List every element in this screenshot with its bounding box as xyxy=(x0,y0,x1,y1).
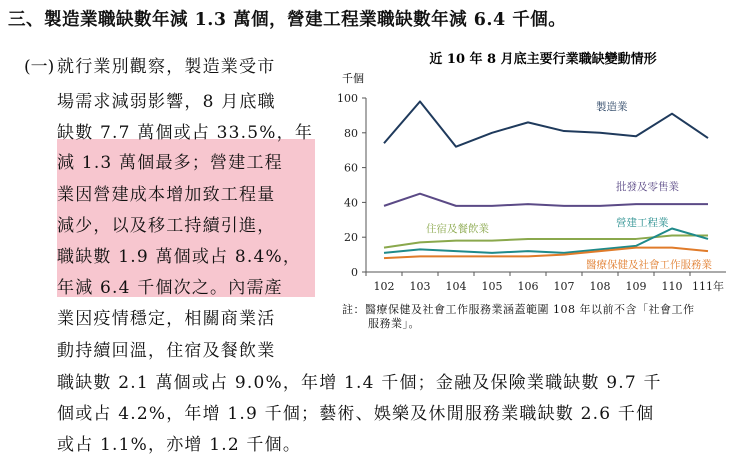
y-tick-label: 100 xyxy=(337,92,358,105)
y-tick-label: 20 xyxy=(344,231,358,245)
x-tick-label: 106 xyxy=(517,280,539,293)
series-label: 營建工程業 xyxy=(616,217,669,229)
paragraph-line: 業因營建成本增加致工程量 xyxy=(57,185,276,205)
paragraph-line: 職缺數 1.9 萬個或占 8.4%， xyxy=(57,247,302,267)
paragraph-line: 業因疫情穩定，相關商業活 xyxy=(57,309,276,329)
paragraph-line: 減少，以及移工持續引進， xyxy=(57,216,276,236)
line-chart xyxy=(318,48,736,300)
paragraph-line: 缺數 7.7 萬個或占 33.5%，年 xyxy=(57,123,314,143)
x-tick-label: 110 xyxy=(661,280,683,293)
x-tick-label: 108 xyxy=(589,280,611,293)
y-tick-label: 40 xyxy=(344,196,358,210)
line-text: 。內需產 xyxy=(210,278,283,298)
highlighted-text: 營建工程 xyxy=(210,153,283,173)
section-heading: 三、製造業職缺數年減 1.3 萬個，營建工程業職缺數年減 6.4 千個。 xyxy=(8,10,567,30)
paragraph-line xyxy=(57,148,283,173)
line-text: 減 1.3 萬個最多； xyxy=(57,153,211,173)
y-tick-label: 60 xyxy=(344,161,358,175)
series-line xyxy=(384,194,708,206)
chart-note xyxy=(342,303,695,331)
paragraph-line: 職缺數 2.1 萬個或占 9.0%，年增 1.4 千個；金融及保險業職缺數 9.7 千 xyxy=(57,373,662,393)
paragraph-line: 動持續回溫，住宿及餐飲業 xyxy=(57,341,276,361)
x-tick-label: 109 xyxy=(625,280,647,293)
series-label: 醫療保健及社會工作服務業 xyxy=(586,259,712,271)
y-tick-label: 0 xyxy=(351,266,358,279)
y-axis-label: 千個 xyxy=(342,72,364,85)
paragraph-line: 就行業別觀察，製造業受市 xyxy=(57,57,276,77)
series-line xyxy=(384,101,708,146)
note-line: 服務業」。 xyxy=(368,317,420,330)
x-tick-label: 111年 xyxy=(692,280,724,293)
paragraph-marker: (一) xyxy=(24,57,55,77)
series-label: 住宿及餐飲業 xyxy=(426,223,489,235)
paragraph-line: 場需求減弱影響，8 月底職 xyxy=(57,92,276,112)
series-line xyxy=(384,235,708,247)
x-tick-label: 105 xyxy=(481,280,503,293)
highlighted-text: 年減 6.4 千個次之 xyxy=(57,278,211,298)
chart-title: 近 10 年 8 月底主要行業職缺變動情形 xyxy=(429,52,657,67)
paragraph-line: 或占 1.1%，亦增 1.2 千個。 xyxy=(57,435,302,455)
x-tick-label: 103 xyxy=(409,280,431,293)
x-tick-label: 104 xyxy=(445,280,467,293)
paragraph-line xyxy=(57,273,283,298)
series-label: 批發及零售業 xyxy=(616,181,679,193)
y-tick-label: 80 xyxy=(344,126,358,140)
paragraph-line: 個或占 4.2%，年增 1.9 千個；藝術、娛樂及休閒服務業職缺數 2.6 千個 xyxy=(57,404,655,424)
x-tick-label: 102 xyxy=(373,280,395,293)
series-label: 製造業 xyxy=(596,101,628,113)
note-line: 註：醫療保健及社會工作服務業涵蓋範圍 108 年以前不含「社會工作 xyxy=(342,303,695,316)
x-tick-label: 107 xyxy=(553,280,575,293)
